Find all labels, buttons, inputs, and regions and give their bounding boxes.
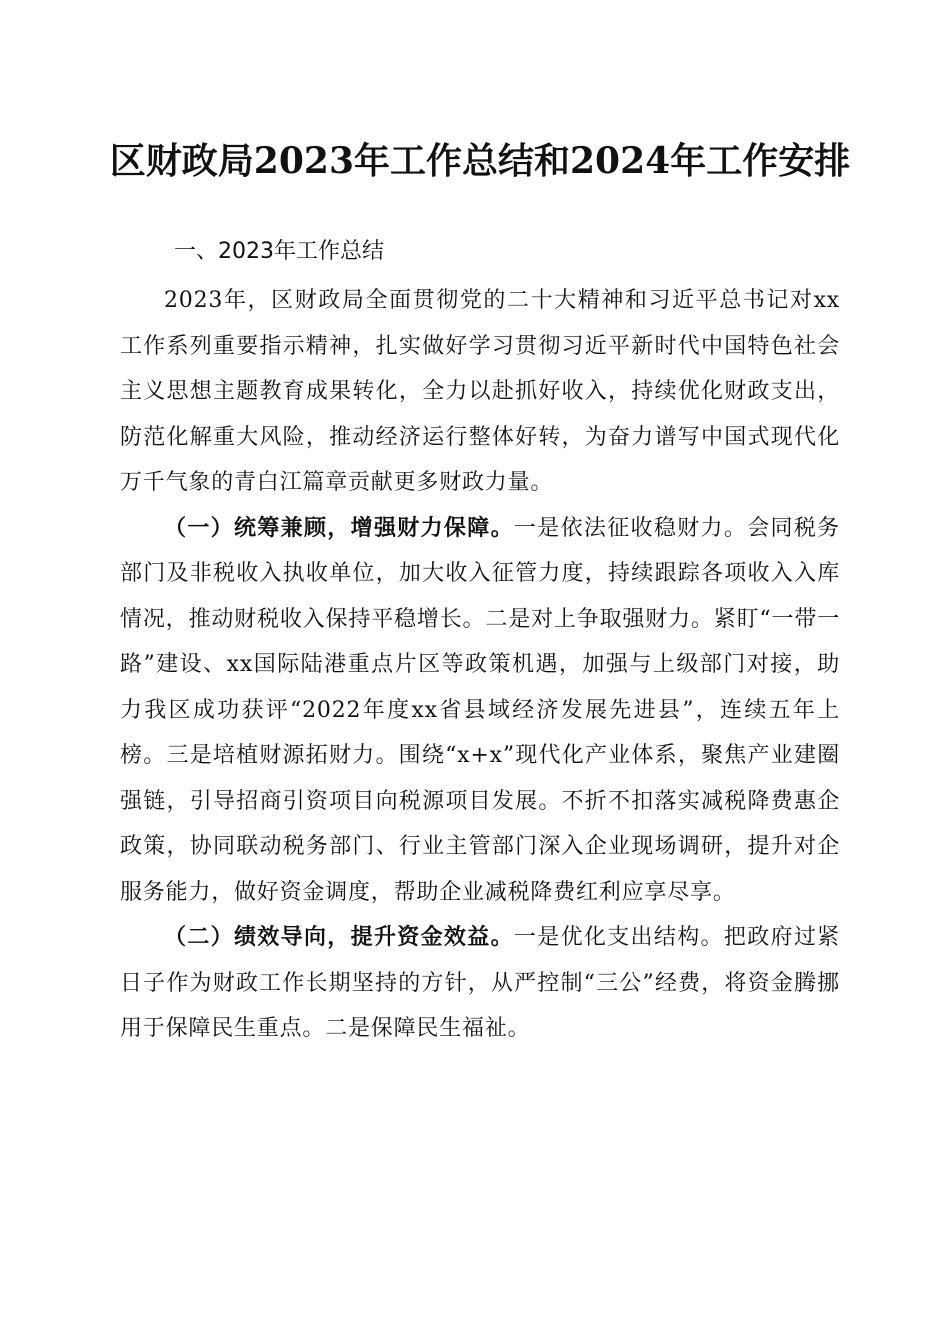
section-heading: 一、2023年工作总结 xyxy=(174,239,384,264)
subsection-2-paragraph xyxy=(120,915,840,1052)
subsection-2-heading: （二）绩效导向，提升资金效益。 xyxy=(164,924,514,950)
subsection-2-text: 一是优化支出结构。把政府过紧日子作为财政工作长期坚持的方针，从严控制“三公”经费，将资金腾挪用于保障民生重点。二是保障民生福祉。 xyxy=(120,925,840,1041)
intro-paragraph: 2023年，区财政局全面贯彻党的二十大精神和习近平总书记对xx工作系列重要指示精神，扎实做好学习贯彻习近平新时代中国特色社会主义思想主题教育成果转化，全力以赴抓好收入，持续优化财政支出，防范化解重大风险，推动经济运行整体好转，为奋力谱写中国式现代化万千气象的青白江篇章贡献更多财政力量。 xyxy=(120,288,840,495)
subsection-1-heading: （一）统筹兼顾，增强财力保障。 xyxy=(164,514,514,541)
document-body xyxy=(120,278,840,1052)
subsection-1-paragraph xyxy=(120,506,840,916)
document-title: 区财政局2023年工作总结和2024年工作安排 xyxy=(109,140,851,182)
subsection-1-text: 一是依法征收稳财力。会同税务部门及非税收入执收单位，加大收入征管力度，持续跟踪各项收入入库情况，推动财税收入保持平稳增长。二是对上争取强财力。紧盯“一带一路”建设、xx国际陆港重点片区等政策机遇，加强与上级部门对接，助力我区成功获评“2022年度xx省县域经济发展先进县”，连续五年上榜。三是培植财源拓财力。围绕“x+x”现代化产业体系，聚焦产业建圈强链，引导招商引资项目向税源项目发展。不折不扣落实减税降费惠企政策，协同联动税务部门、行业主管部门深入企业现场调研，提升对企服务能力，做好资金调度，帮助企业减税降费红利应享尽享。 xyxy=(120,515,840,905)
